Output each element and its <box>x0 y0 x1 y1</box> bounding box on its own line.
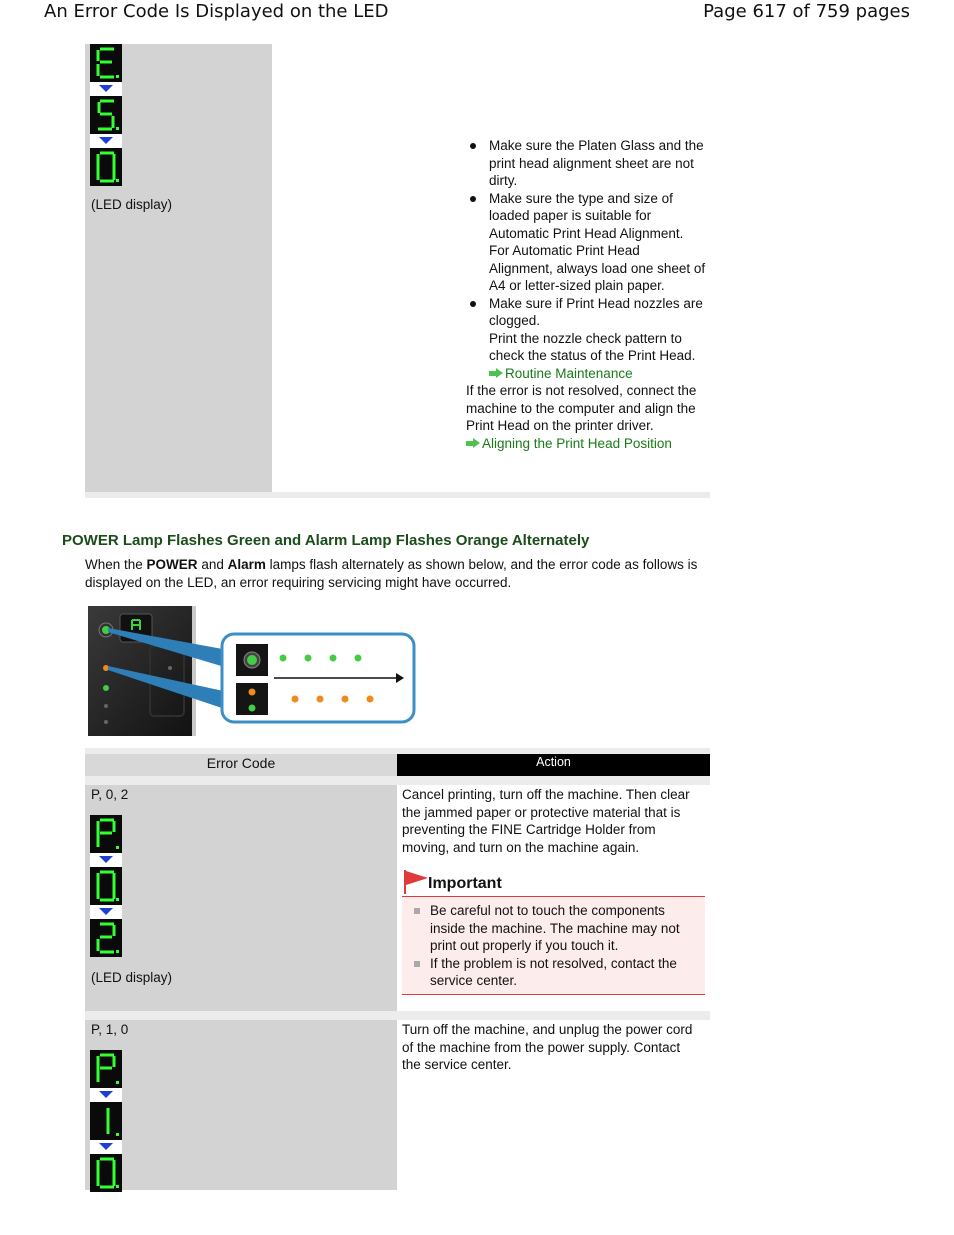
top-table-action-cell <box>272 44 710 492</box>
important-title: Important <box>428 875 502 892</box>
routine-maintenance-link[interactable]: Routine Maintenance <box>466 365 706 383</box>
action-text: Turn off the machine, and unplug the power cord of the machine from the power supply. Contact the service center. <box>402 1022 693 1072</box>
led-digit-0 <box>90 1154 122 1192</box>
flag-icon <box>403 870 429 894</box>
page-header <box>0 0 954 30</box>
led-sequence-e50 <box>90 44 122 186</box>
led-digit-2 <box>90 919 122 957</box>
error-code-text: P, 1, 0 <box>91 1022 129 1037</box>
arrow-down-icon <box>90 1088 122 1102</box>
list-item: Make sure the type and size of loaded paper is suitable for Automatic Print Head Alignment. For Automatic Print Head Alignment, always load one sheet of A4 or letter-sized plain paper. <box>466 190 706 295</box>
table-row-p10-action <box>397 1020 710 1190</box>
section-description: When the POWER and Alarm lamps flash alternately as shown below, and the error code as follows is displayed on the LED, an error requiring servicing might have occurred. <box>85 557 698 590</box>
table-row-p02-code <box>85 785 397 1011</box>
table-divider <box>85 776 710 785</box>
align-print-head-link[interactable]: Aligning the Print Head Position <box>466 435 706 453</box>
column-header-error-code: Error Code <box>85 754 397 776</box>
list-item: Make sure if Print Head nozzles are clogged. Print the nozzle check pattern to check the status of the Print Head. <box>466 295 706 365</box>
error-code-text: P, 0, 2 <box>91 787 129 802</box>
arrow-down-icon <box>90 853 122 867</box>
table-divider <box>85 1011 710 1020</box>
led-digit-1 <box>90 1102 122 1140</box>
arrow-down-icon <box>90 82 122 96</box>
check-list <box>466 137 706 365</box>
page-counter: Page 617 of 759 pages <box>703 1 910 22</box>
led-caption: (LED display) <box>91 970 173 985</box>
page-title: An Error Code Is Displayed on the LED <box>44 1 389 22</box>
arrow-right-icon <box>466 438 480 448</box>
section-title: POWER Lamp Flashes Green and Alarm Lamp Flashes Orange Alternately <box>62 532 590 549</box>
list-item: Make sure the Platen Glass and the print head alignment sheet are not dirty. <box>466 137 706 190</box>
led-digit-0 <box>90 148 122 186</box>
led-digit-p <box>90 1050 122 1088</box>
led-caption: (LED display) <box>91 197 173 212</box>
led-sequence-p02 <box>90 815 122 957</box>
table-divider <box>85 492 710 498</box>
arrow-down-icon <box>90 905 122 919</box>
list-item: If the problem is not resolved, contact the service center. <box>402 955 697 990</box>
led-digit-0 <box>90 867 122 905</box>
led-sequence-p10 <box>90 1050 122 1192</box>
arrow-down-icon <box>90 1140 122 1154</box>
led-digit-p <box>90 815 122 853</box>
led-digit-5 <box>90 96 122 134</box>
important-box <box>402 870 705 996</box>
after-text: If the error is not resolved, connect the machine to the computer and align the Print Head on the printer driver. <box>466 383 697 433</box>
lamp-flash-illustration <box>88 606 418 736</box>
important-body <box>402 897 705 995</box>
arrow-down-icon <box>90 134 122 148</box>
led-digit-e <box>90 44 122 82</box>
arrow-right-icon <box>489 368 503 378</box>
list-item: Be careful not to touch the components inside the machine. The machine may not print out properly if you touch it. <box>402 902 697 955</box>
top-table-error-cell <box>85 44 272 492</box>
action-text: Cancel printing, turn off the machine. Then clear the jammed paper or protective material that is preventing the FINE Cartridge Holder from moving, and turn on the machine again. <box>402 787 690 855</box>
table-row-p10-code <box>85 1020 397 1190</box>
column-header-action: Action <box>397 754 710 776</box>
